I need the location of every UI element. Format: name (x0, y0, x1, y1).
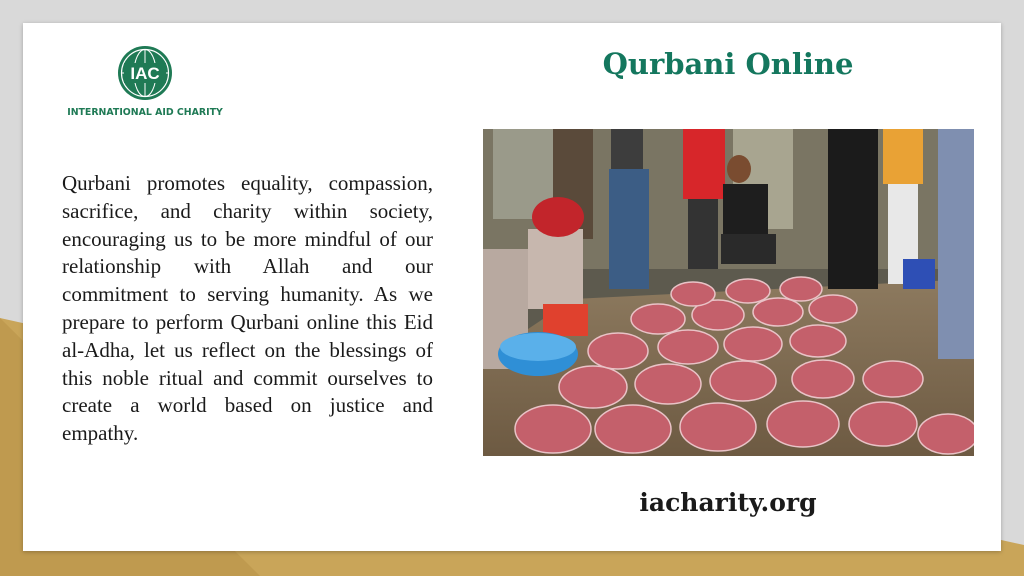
org-logo (65, 45, 225, 125)
website-url: iacharity.org (639, 488, 817, 517)
body-paragraph: Qurbani promotes equality, compassion, sacrifice, and charity within society, encouraging us to be more mindful of our relationship with Allah and our commitment to serving humanity. As we prepare to perform Qurbani online this Eid al-Adha, let us reflect on the blessings of this noble ritual and commit ourselves to create a world based on justice and empathy. (62, 171, 433, 446)
logo-emblem-text: IAC (130, 64, 160, 83)
logo-org-name: INTERNATIONAL AID CHARITY (67, 107, 223, 118)
slide-title: Qurbani Online (602, 47, 854, 81)
globe-icon (117, 45, 173, 101)
qurbani-meat-bags-photo (483, 129, 974, 456)
slide-card (23, 23, 1001, 551)
